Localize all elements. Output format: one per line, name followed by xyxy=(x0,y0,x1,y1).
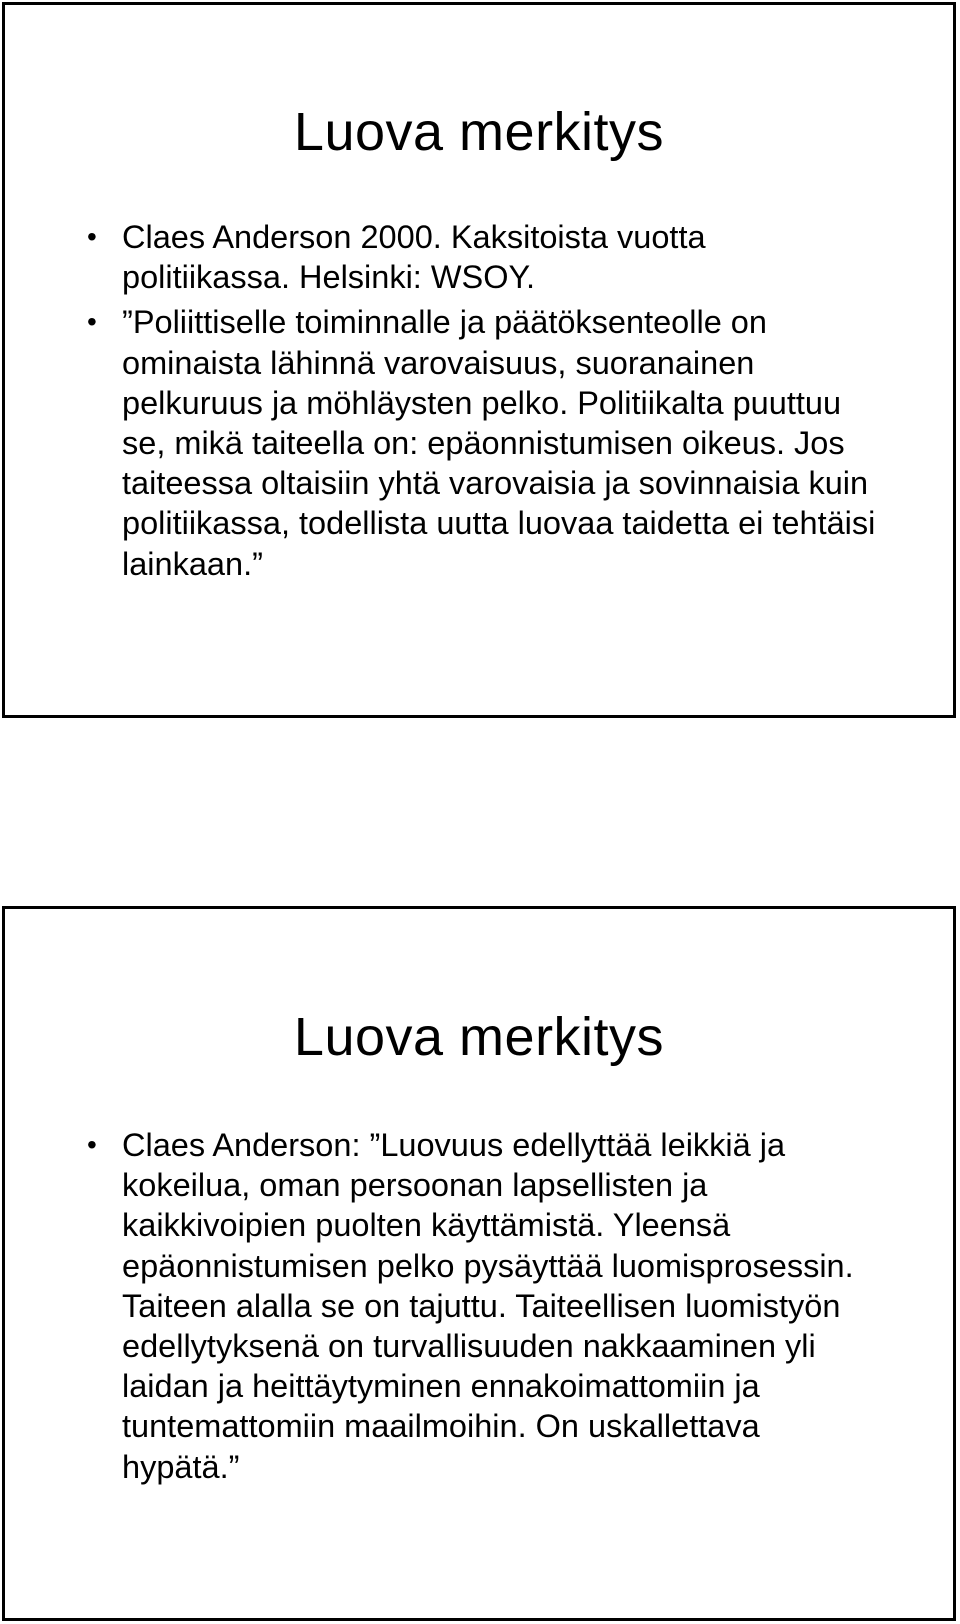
bullet-icon: • xyxy=(87,221,97,252)
bullet-item xyxy=(87,302,877,583)
slide-title: Luova merkitys xyxy=(293,102,665,162)
bullet-item xyxy=(87,1125,877,1487)
bullet-item xyxy=(87,217,877,297)
bullet-icon: • xyxy=(87,1129,97,1160)
slide-1 xyxy=(2,2,956,718)
bullet-list xyxy=(87,217,877,589)
slide-2 xyxy=(2,906,956,1621)
bullet-text: ”Poliittiselle toiminnalle ja päätöksenteolle on ominaista lähinnä varovaisuus, suoranainen pelkuruus ja möhläysten pelko. Politiikalta puuttuu se, mikä taiteella on: epäonnistumisen oikeus. Jos taiteessa oltaisiin yhtä varovaisia ja sovinnaisia kuin politiikassa, todellista uutta luovaa taidetta ei tehtäisi lainkaan.” xyxy=(122,304,876,582)
bullet-text: Claes Anderson 2000. Kaksitoista vuotta politiikassa. Helsinki: WSOY. xyxy=(122,219,706,296)
bullet-icon: • xyxy=(87,306,97,338)
bullet-list xyxy=(87,1125,877,1492)
slide-title: Luova merkitys xyxy=(293,1007,665,1067)
bullet-text: Claes Anderson: ”Luovuus edellyttää leikkiä ja kokeilua, oman persoonan lapsellisten ja kaikkivoipien puolten käyttämistä. Yleensä epäonnistumisen pelko pysäyttää luomisprosessin. Taiteen alalla se on tajuttu. Taiteellisen luomistyön edellytyksenä on turvallisuuden nakkaaminen yli laidan ja heittäytyminen ennakoimattomiin ja tuntemattomiin maailmoihin. On uskallettava hypätä.” xyxy=(122,1127,854,1485)
